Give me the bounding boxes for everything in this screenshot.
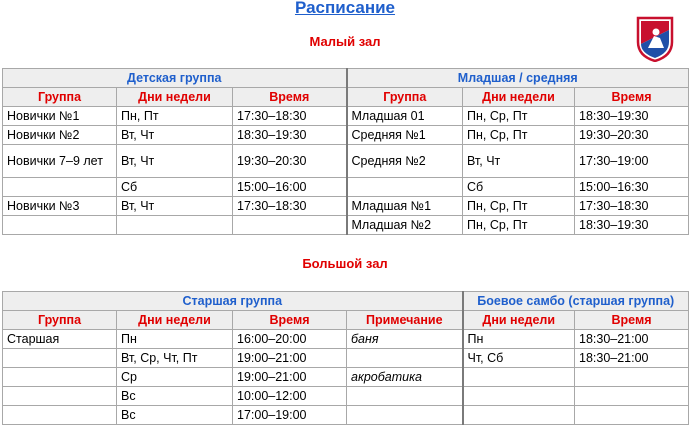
table-cell (463, 368, 575, 387)
table-cell (575, 406, 689, 425)
table-cell: Вт, Чт (117, 145, 233, 178)
table-row (3, 387, 689, 406)
table-cell: Вт, Чт (117, 126, 233, 145)
table-cell: 15:00–16:30 (575, 178, 689, 197)
table-cell: Сб (463, 178, 575, 197)
group-title-childrens: Детская группа (3, 69, 347, 88)
table-row (3, 216, 689, 235)
table-cell: Пн, Ср, Пт (463, 216, 575, 235)
column-header: Время (575, 88, 689, 107)
table-cell: Старшая (3, 330, 117, 349)
table-cell: Младшая №1 (347, 197, 463, 216)
column-header: Группа (3, 88, 117, 107)
column-header: Время (575, 311, 689, 330)
table-cell: акробатика (347, 368, 463, 387)
table-cell: 17:00–19:00 (233, 406, 347, 425)
table-cell (3, 349, 117, 368)
table-cell: 10:00–12:00 (233, 387, 347, 406)
table-cell: Вт, Чт (117, 197, 233, 216)
table-cell: 16:00–20:00 (233, 330, 347, 349)
table-cell: 18:30–19:30 (233, 126, 347, 145)
table-cell: Вт, Ср, Чт, Пт (117, 349, 233, 368)
page-title[interactable]: Расписание (294, 0, 396, 17)
table-cell: 18:30–19:30 (575, 107, 689, 126)
table-cell: 19:00–21:00 (233, 349, 347, 368)
table-cell (117, 216, 233, 235)
group-title-senior: Старшая группа (3, 292, 463, 311)
table-cell: Пн (463, 330, 575, 349)
table-cell: Средняя №2 (347, 145, 463, 178)
table-cell (463, 406, 575, 425)
table-cell (3, 178, 117, 197)
table-cell: Пн, Пт (117, 107, 233, 126)
table-cell: 15:00–16:00 (233, 178, 347, 197)
table-cell (463, 387, 575, 406)
table-cell: 17:30–19:00 (575, 145, 689, 178)
column-header: Примечание (347, 311, 463, 330)
table-cell (347, 406, 463, 425)
table-cell: Новички №2 (3, 126, 117, 145)
table-cell: Ср (117, 368, 233, 387)
column-header: Группа (347, 88, 463, 107)
table-row (3, 178, 689, 197)
table-cell (3, 387, 117, 406)
table-row (3, 349, 689, 368)
table-cell (233, 216, 347, 235)
small-hall-title: Малый зал (309, 34, 381, 49)
table-cell: 17:30–18:30 (233, 107, 347, 126)
big-hall-group-row (3, 292, 689, 311)
small-hall-header-row (3, 88, 689, 107)
table-cell: Новички №3 (3, 197, 117, 216)
table-cell: 17:30–18:30 (233, 197, 347, 216)
table-row (3, 406, 689, 425)
table-cell (347, 178, 463, 197)
table-cell: баня (347, 330, 463, 349)
small-hall-group-row (3, 69, 689, 88)
table-cell: 17:30–18:30 (575, 197, 689, 216)
table-cell (3, 406, 117, 425)
column-header: Время (233, 311, 347, 330)
table-cell: Младшая 01 (347, 107, 463, 126)
column-header: Дни недели (117, 88, 233, 107)
table-cell: 19:30–20:30 (233, 145, 347, 178)
table-row (3, 197, 689, 216)
table-cell: 18:30–21:00 (575, 349, 689, 368)
table-cell: Вс (117, 387, 233, 406)
table-row (3, 107, 689, 126)
group-title-junior-middle: Младшая / средняя (347, 69, 689, 88)
table-cell (3, 368, 117, 387)
table-row (3, 145, 689, 178)
table-cell: Пн, Ср, Пт (463, 197, 575, 216)
big-hall-table (2, 291, 689, 425)
small-hall-table (2, 68, 689, 235)
big-hall-header-row (3, 311, 689, 330)
table-row (3, 368, 689, 387)
table-cell: Средняя №1 (347, 126, 463, 145)
column-header: Дни недели (463, 311, 575, 330)
table-cell: 18:30–19:30 (575, 216, 689, 235)
table-cell (347, 387, 463, 406)
table-cell: Вт, Чт (463, 145, 575, 178)
column-header: Время (233, 88, 347, 107)
table-cell: 19:30–20:30 (575, 126, 689, 145)
big-hall-title: Большой зал (302, 256, 388, 271)
table-row (3, 330, 689, 349)
table-cell: Новички 7–9 лет (3, 145, 117, 178)
table-cell: 18:30–21:00 (575, 330, 689, 349)
table-cell: Пн (117, 330, 233, 349)
table-row (3, 126, 689, 145)
table-cell (575, 368, 689, 387)
group-title-combat-sambo: Боевое самбо (старшая группа) (463, 292, 689, 311)
column-header: Группа (3, 311, 117, 330)
column-header: Дни недели (117, 311, 233, 330)
table-cell: Сб (117, 178, 233, 197)
table-cell (575, 387, 689, 406)
table-cell: Чт, Сб (463, 349, 575, 368)
table-cell: Пн, Ср, Пт (463, 126, 575, 145)
column-header: Дни недели (463, 88, 575, 107)
table-cell: 19:00–21:00 (233, 368, 347, 387)
table-cell: Младшая №2 (347, 216, 463, 235)
table-cell: Пн, Ср, Пт (463, 107, 575, 126)
table-cell: Вс (117, 406, 233, 425)
table-cell (347, 349, 463, 368)
table-cell: Новички №1 (3, 107, 117, 126)
table-cell (3, 216, 117, 235)
